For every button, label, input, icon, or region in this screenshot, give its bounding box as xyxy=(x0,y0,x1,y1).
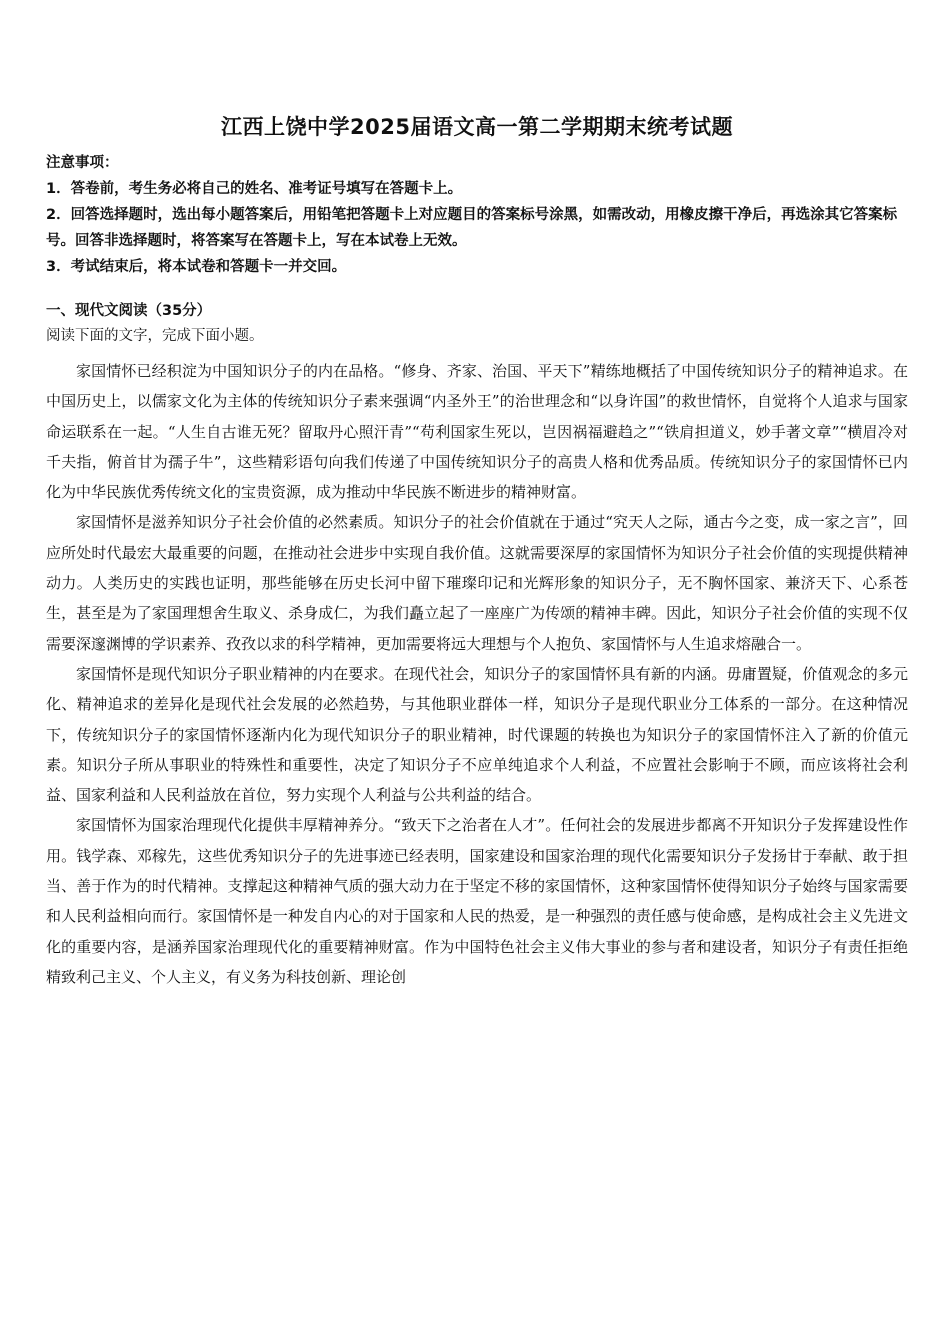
passage-paragraph-4: 家国情怀为国家治理现代化提供丰厚精神养分。“致天下之治者在人才”。任何社会的发展进步都离不开知识分子发挥建设性作用。钱学森、邓稼先，这些优秀知识分子的先进事迹已经表明，国家建设和国家治理的现代化需要知识分子发扬甘于奉献、敢于担当、善于作为的时代精神。支撑起这种精神气质的强大动力在于坚定不移的家国情怀，这种家国情怀使得知识分子始终与国家需要和人民利益相向而行。家国情怀是一种发自内心的对于国家和人民的热爱，是一种强烈的责任感与使命感，是构成社会主义先进文化的重要内容，是涵养国家治理现代化的重要精神财富。作为中国特色社会主义伟大事业的参与者和建设者，知识分子有责任拒绝精致利己主义、个人主义，有义务为科技创新、理论创 xyxy=(46,816,908,986)
notice-item-1: 1．答卷前，考生务必将自己的姓名、准考证号填写在答题卡上。 xyxy=(46,181,463,197)
notice-item-2: 2．回答选择题时，选出每小题答案后，用铅笔把答题卡上对应题目的答案标号涂黑，如需改动，用橡皮擦干净后，再选涂其它答案标号。回答非选择题时，将答案写在答题卡上，写在本试卷上无效。 xyxy=(46,207,898,249)
notice-heading: 注意事项： xyxy=(46,155,119,171)
notice-block xyxy=(46,150,908,280)
exam-title: 江西上饶中学2025届语文高一第二学期期末统考试题 xyxy=(221,115,733,139)
passage-paragraph-2: 家国情怀是滋养知识分子社会价值的必然素质。知识分子的社会价值就在于通过“究天人之际，通古今之变，成一家之言”，回应所处时代最宏大最重要的问题，在推动社会进步中实现自我价值。这就需要深厚的家国情怀为知识分子社会价值的实现提供精神动力。人类历史的实践也证明，那些能够在历史长河中留下璀璨印记和光辉形象的知识分子，无不胸怀国家、兼济天下、心系苍生，甚至是为了家国理想舍生取义、杀身成仁，为我们矗立起了一座座广为传颂的精神丰碑。因此，知识分子社会价值的实现不仅需要深邃渊博的学识素养、孜孜以求的科学精神，更加需要将远大理想与个人抱负、家国情怀与人生追求熔融合一。 xyxy=(46,513,908,653)
section-heading: 一、现代文阅读（35分） xyxy=(46,303,212,319)
passage-paragraph-3: 家国情怀是现代知识分子职业精神的内在要求。在现代社会，知识分子的家国情怀具有新的内涵。毋庸置疑，价值观念的多元化、精神追求的差异化是现代社会发展的必然趋势，与其他职业群体一样，知识分子是现代职业分工体系的一部分。在这种情况下，传统知识分子的家国情怀逐渐内化为现代知识分子的职业精神，时代课题的转换也为知识分子的家国情怀注入了新的价值元素。知识分子所从事职业的特殊性和重要性，决定了知识分子不应单纯追求个人利益，不应置社会影响于不顾，而应该将社会利益、国家利益和人民利益放在首位，努力实现个人利益与公共利益的结合。 xyxy=(46,664,908,805)
exam-page xyxy=(46,0,908,1344)
notice-item-3: 3．考试结束后，将本试卷和答题卡一并交回。 xyxy=(46,259,347,275)
passage-paragraph-1: 家国情怀已经积淀为中国知识分子的内在品格。“修身、齐家、治国、平天下”精练地概括了中国传统知识分子的精神追求。在中国历史上，以儒家文化为主体的传统知识分子素来强调“内圣外王”的治世理念和“以身许国”的救世情怀，自觉将个人追求与国家命运联系在一起。“人生自古谁无死？留取丹心照汗青”“苟利国家生死以，岂因祸福避趋之”“铁肩担道义，妙手著文章”“横眉冷对千夫指，俯首甘为孺子牛”，这些精彩语句向我们传递了中国传统知识分子的高贵人格和优秀品质。传统知识分子的家国情怀已内化为中华民族优秀传统文化的宝贵资源，成为推动中华民族不断进步的精神财富。 xyxy=(46,362,908,502)
reading-instruction: 阅读下面的文字，完成下面小题。 xyxy=(46,328,264,344)
reading-passage xyxy=(46,356,908,992)
